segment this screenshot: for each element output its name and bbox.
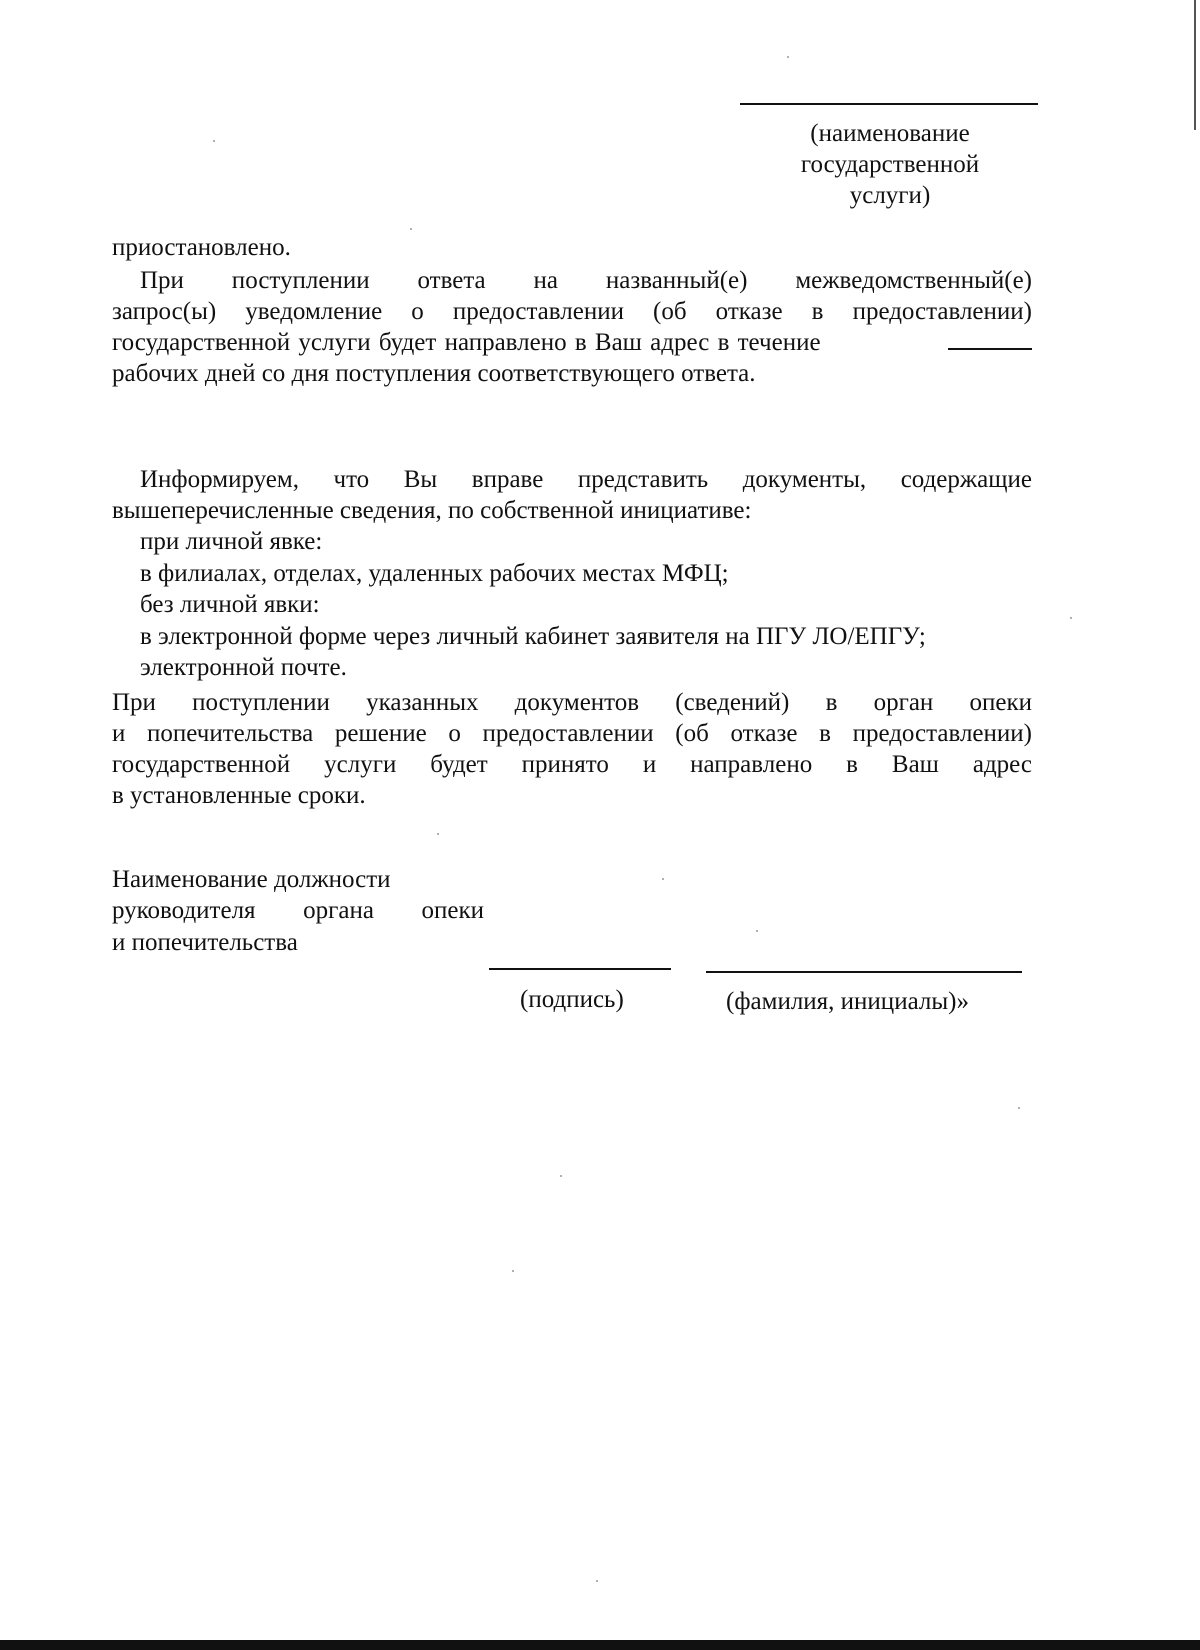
list-item: электронной почте. bbox=[140, 654, 347, 681]
scan-speck bbox=[410, 228, 412, 230]
position-title-line-3: и попечительства bbox=[112, 929, 298, 956]
scan-speck bbox=[437, 833, 439, 835]
scan-speck bbox=[756, 930, 758, 932]
service-name-caption bbox=[770, 118, 1010, 211]
p3-line-1: При поступлении указанных документов (сведений) в орган опеки bbox=[112, 689, 1032, 716]
p2-line-1: Информируем, что Вы вправе представить документы, содержащие bbox=[140, 466, 1032, 493]
scan-speck bbox=[596, 1580, 598, 1582]
p3-line-4: в установленные сроки. bbox=[112, 782, 366, 809]
list-item: при личной явке: bbox=[140, 528, 323, 555]
list-item: в филиалах, отделах, удаленных рабочих местах МФЦ; bbox=[140, 560, 729, 587]
scan-edge-artifact bbox=[1194, 0, 1196, 130]
position-title-line-2: руководителя органа опеки bbox=[112, 897, 484, 924]
p1-line-1: При поступлении ответа на названный(е) межведомственный(е) bbox=[140, 267, 1032, 294]
paragraph-continuation: приостановлено. bbox=[112, 234, 291, 261]
scan-speck bbox=[213, 140, 215, 142]
scan-speck bbox=[1070, 617, 1072, 619]
p1-line-3: государственной услуги будет направлено в Ваш адрес в течение bbox=[112, 329, 821, 356]
scan-speck bbox=[787, 56, 789, 58]
p1-line-3-wrap bbox=[112, 327, 1032, 358]
scan-bottom-border bbox=[0, 1640, 1200, 1650]
service-caption-line-3: услуги) bbox=[849, 182, 931, 209]
service-caption-line-1: (наименование bbox=[810, 120, 970, 147]
service-caption-line-2: государственной bbox=[800, 151, 980, 178]
service-name-line bbox=[740, 103, 1038, 105]
days-blank bbox=[948, 328, 1032, 350]
name-caption: (фамилия, инициалы)» bbox=[726, 988, 969, 1015]
paragraph-documents-receipt bbox=[112, 687, 1032, 811]
p1-line-4: рабочих дней со дня поступления соответствующего ответа. bbox=[112, 360, 756, 387]
p3-line-2: и попечительства решение о предоставлении (об отказе в предоставлении) bbox=[112, 720, 1032, 747]
list-item: без личной явки: bbox=[140, 591, 320, 618]
position-title-line-1: Наименование должности bbox=[112, 866, 391, 893]
paragraph-response-notice bbox=[112, 265, 1032, 389]
signature-caption: (подпись) bbox=[520, 986, 624, 1013]
scan-speck bbox=[560, 1175, 562, 1177]
scan-speck bbox=[512, 1270, 514, 1272]
list-item: в электронной форме через личный кабинет заявителя на ПГУ ЛО/ЕПГУ; bbox=[140, 623, 926, 650]
name-line bbox=[706, 971, 1022, 973]
p1-line-2: запрос(ы) уведомление о предоставлении (об отказе в предоставлении) bbox=[112, 298, 1032, 325]
signature-line bbox=[489, 968, 671, 970]
scan-speck bbox=[662, 878, 664, 880]
p2-line-2: вышеперечисленные сведения, по собственной инициативе: bbox=[112, 497, 752, 524]
p3-line-3: государственной услуги будет принято и направлено в Ваш адрес bbox=[112, 751, 1032, 778]
scan-speck bbox=[1018, 1107, 1020, 1109]
paragraph-inform bbox=[112, 464, 1032, 526]
